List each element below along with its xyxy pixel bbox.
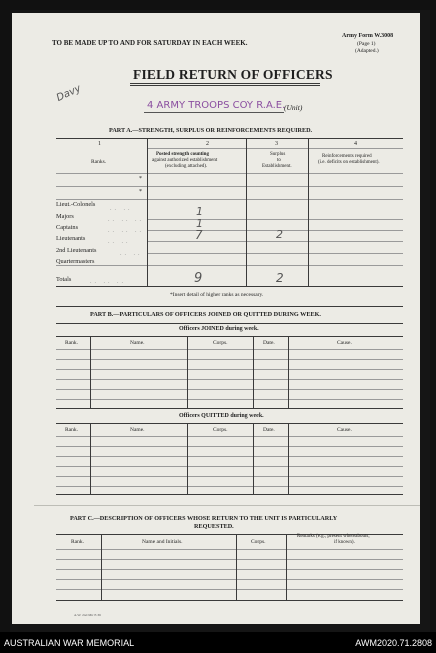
quitted-title: Officers QUITTED during week.	[179, 413, 264, 419]
total-posted: 9	[194, 271, 203, 286]
part-c-col-rank: Rank.	[71, 539, 84, 545]
col-header-reinf-1: Reinforcements required	[322, 154, 372, 159]
col-number-2: 2	[206, 141, 209, 147]
quitted-col-date: Date.	[263, 427, 275, 433]
total-surplus: 2	[276, 271, 284, 285]
part-a-heading: PART A.—STRENGTH, SURPLUS OR REINFORCEMENTS REQUIRED.	[109, 127, 313, 134]
joined-col-cause: Cause.	[337, 340, 352, 346]
posted-captains: 1	[196, 217, 203, 230]
joined-col-date: Date.	[263, 340, 275, 346]
col-header-surplus-1: Surplus	[270, 152, 286, 157]
col-number-1: 1	[98, 141, 101, 147]
posted-majors: 1	[196, 205, 203, 218]
form-page-number: (Page 1)	[357, 41, 376, 47]
unit-label: (Unit)	[284, 103, 303, 112]
joined-title: Officers JOINED during week.	[179, 326, 259, 332]
rank-captains: Captains	[56, 224, 79, 231]
form-title: FIELD RETURN OF OFFICERS	[133, 67, 333, 82]
joined-col-rank: Rank.	[65, 340, 78, 346]
quitted-col-name: Name.	[130, 427, 145, 433]
part-c-heading-line-2: REQUESTED.	[194, 523, 234, 530]
rank-2nd-lieutenants: 2nd Lieutenants	[56, 247, 97, 254]
col-header-reinf-2: (i.e. deficits on establishment).	[318, 160, 380, 165]
unit-stamp: 4 ARMY TROOPS COY R.A.E.	[147, 100, 286, 111]
asterisk-1: *	[139, 176, 142, 182]
rank-lieutenants: Lieutenants	[56, 235, 86, 242]
instruction-text: TO BE MADE UP TO AND FOR SATURDAY IN EACH WEEK.	[52, 39, 248, 47]
col-number-3: 3	[275, 141, 278, 147]
posted-lieutenants: 7	[195, 228, 203, 242]
part-b-heading: PART B.—PARTICULARS OF OFFICERS JOINED OR QUITTED DURING WEEK.	[90, 311, 321, 318]
col-header-surplus-2: to	[277, 158, 281, 163]
totals-label: Totals	[56, 276, 72, 283]
col-header-posted-2: against authorized establishment	[152, 158, 218, 163]
form-adapted: (Adapted.)	[355, 48, 379, 54]
printer-note: A.W. 2nd Mtr E.36	[74, 613, 101, 617]
part-a-footnote: *Insert detail of higher ranks as necessary.	[170, 292, 264, 298]
col-header-ranks: Ranks.	[91, 159, 107, 165]
surplus-lieutenants: 2	[276, 228, 283, 241]
part-c-col-remarks-1: Remarks (e.g., present whereabouts,	[297, 534, 370, 539]
rank-lieut-colonels: Lieut.-Colonels	[56, 201, 96, 208]
col-header-posted-1: Posted strength counting	[156, 152, 209, 157]
handwritten-note: Davy	[54, 83, 83, 104]
rank-majors: Majors	[56, 213, 74, 220]
part-c-heading-line-1: PART C.—DESCRIPTION OF OFFICERS WHOSE RETURN TO THE UNIT IS PARTICULARLY	[70, 515, 338, 522]
col-header-posted-3: (excluding attached).	[165, 164, 208, 169]
footer-accession-number: AWM2020.71.2808	[355, 638, 432, 648]
footer-bar	[0, 632, 436, 653]
col-number-4: 4	[354, 141, 357, 147]
quitted-col-corps: Corps.	[213, 427, 228, 433]
form-page: TO BE MADE UP TO AND FOR SATURDAY IN EACH WEEK. Army Form W.3008 (Page 1) (Adapted.) Davy FIELD RETURN OF OFFICERS 4 ARMY TROOPS COY R.A.E. (Unit) PART A.—STRENGTH, SURPLUS OR REINFORCEMENTS REQUIRED. 1 2 3 4 Ranks. Posted strength counting against authorized establishment (excluding attached). Surplus to Establishment. Reinforcements required (i.e. deficits on establishment). * * Lieut.-Colonels Majors Captains Lieutenants 2nd Lieutenants Quartermasters .. .. .. .. .. .. .. .. .. .. .. .. 1 1 7 2 Totals .. .. .. 9 2 *Insert detail of higher ranks as necessary. PART B.—PARTICULARS OF OFFICERS JOINED OR QUITTED DURING WEEK. Officers JOINED during week. Rank. Name. Corps. Date. Cause. Officers QUITTED during week. Rank. Name. Corps. Date. Cause. PART C.—DESCRIPTION OF OFFICERS WHOSE RETURN TO THE UNIT IS PARTICULARLY REQUESTED. Rank. Name and Initials. Corps. Remarks (e.g., present whereabouts, if known). A.W. 2nd Mtr E.36	[12, 13, 420, 624]
rank-quartermasters: Quartermasters	[56, 258, 95, 265]
quitted-col-cause: Cause.	[337, 427, 352, 433]
form-number: Army Form W.3008	[342, 33, 394, 39]
part-c-col-corps: Corps.	[251, 539, 266, 545]
part-c-col-remarks-2: if known).	[334, 540, 355, 545]
asterisk-2: *	[139, 189, 142, 195]
joined-col-name: Name.	[130, 340, 145, 346]
joined-col-corps: Corps.	[213, 340, 228, 346]
col-header-surplus-3: Establishment.	[262, 164, 292, 169]
footer-institution: AUSTRALIAN WAR MEMORIAL	[4, 638, 135, 648]
part-c-col-name: Name and Initials.	[142, 539, 183, 545]
quitted-col-rank: Rank.	[65, 427, 78, 433]
